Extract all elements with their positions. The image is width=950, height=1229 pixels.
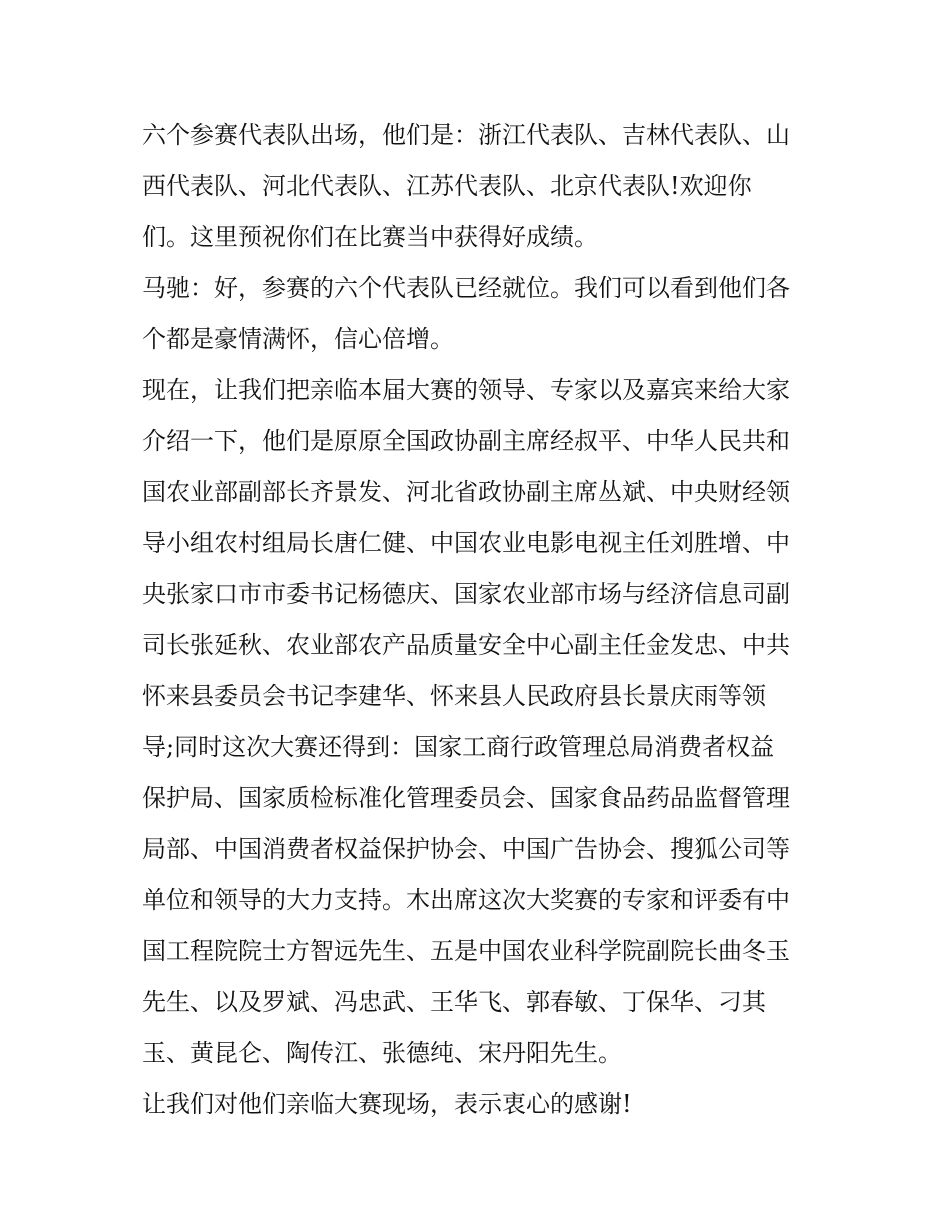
text-line: 怀来县委员会书记李建华、怀来县人民政府县长景庆雨等领 — [142, 682, 766, 710]
text-line: 让我们对他们亲临大赛现场，表示衷心的感谢! — [142, 1090, 632, 1118]
text-line: 央张家口市市委书记杨德庆、国家农业部市场与经济信息司副 — [142, 580, 790, 608]
text-line: 西代表队、河北代表队、江苏代表队、北京代表队!欢迎你 — [142, 172, 752, 200]
text-line: 现在，让我们把亲临本届大赛的领导、专家以及嘉宾来给大家 — [142, 376, 790, 404]
text-line: 单位和领导的大力支持。木出席这次大奖赛的专家和评委有中 — [142, 886, 790, 914]
text-line: 六个参赛代表队出场，他们是：浙江代表队、吉林代表队、山 — [142, 121, 790, 149]
text-line: 司长张延秋、农业部农产品质量安全中心副主任金发忠、中共 — [142, 631, 790, 659]
text-line: 局部、中国消费者权益保护协会、中国广告协会、搜狐公司等 — [142, 835, 790, 863]
text-line: 们。这里预祝你们在比赛当中获得好成绩。 — [142, 223, 598, 251]
text-line: 玉、黄昆仑、陶传江、张德纯、宋丹阳先生。 — [142, 1039, 622, 1067]
text-line: 国农业部副部长齐景发、河北省政协副主席丛斌、中央财经领 — [142, 478, 790, 506]
text-line: 国工程院院士方智远先生、五是中国农业科学院副院长曲冬玉 — [142, 937, 790, 965]
text-line: 导小组农村组局长唐仁健、中国农业电影电视主任刘胜增、中 — [142, 529, 790, 557]
document-body — [142, 110, 822, 1130]
text-line: 个都是豪情满怀，信心倍增。 — [142, 325, 454, 353]
text-line: 保护局、国家质检标准化管理委员会、国家食品药品监督管理 — [142, 784, 790, 812]
text-line: 马驰：好，参赛的六个代表队已经就位。我们可以看到他们各 — [142, 274, 790, 302]
text-line: 先生、以及罗斌、冯忠武、王华飞、郭春敏、丁保华、刁其 — [142, 988, 766, 1016]
text-line: 导;同时这次大赛还得到：国家工商行政管理总局消费者权益 — [142, 733, 775, 761]
text-line: 介绍一下，他们是原原全国政协副主席经叔平、中华人民共和 — [142, 427, 790, 455]
